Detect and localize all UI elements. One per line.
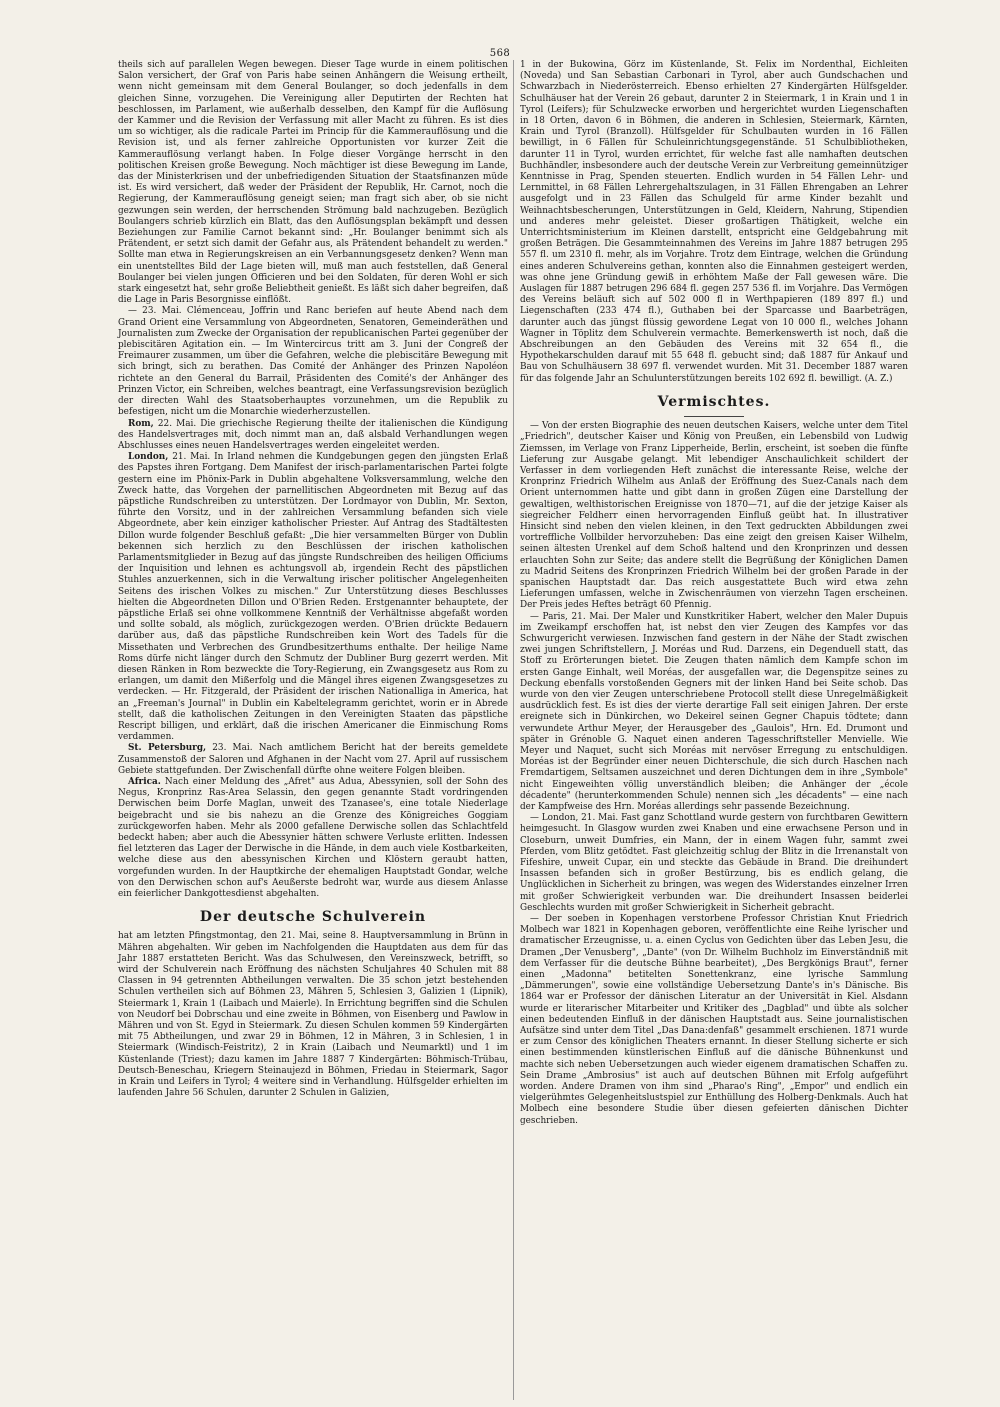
dateline: St. Petersburg,	[128, 743, 207, 754]
article-text: Nach einer Meldung des „Afret" aus Adua, Abessynien, soll der Sohn des Negus, Kronprinz Ras-Area Selassin, den gegen genannte Stadt vordringenden Derwischen beim Dorfe Maglan, unweit des Tzanasee's, eine totale Niederlage beigebracht und sie bis nahezu an die Grenze des Königreiches Goggiam zurückgeworfen haben. Mehr als 2000 gefallene Derwische sollen das Schlachtfeld bedeckt haben; aber auch die Abessynier hätten schwere Verluste erlitten. Indessen fiel letzteren das Lager der Derwische in die Hände, in dem auch viele Kostbarkeiten, welche diese aus den abessynischen Kirchen und Klöstern geraubt hatten, vorgefunden wurden. In der Hauptkirche der ehemaligen Hauptstadt Gondar, welche von den Derwischen schon auf's Aeußerste bedroht war, wurde aus diesem Anlasse ein feierlicher Dankgottesdienst abgehalten.	[118, 777, 508, 900]
article-paragraph: — Von der ersten Biographie des neuen deutschen Kaisers, welche unter dem Titel „Friedrich", deutscher Kaiser und König von Preußen, ein Lebensbild von Ludwig Ziemssen, im Verlage von Franz Lipperheide, Berlin, erscheint, ist soeben die fünfte Lieferung zur Ausgabe gelangt. Mit lebendiger Anschaulichkeit schildert der Verfasser in dem vorliegenden Heft zunächst die interessante Reise, welche der Kronprinz Friedrich Wilhelm aus Anlaß der Eröffnung des Suez-Canals nach dem Orient unternommen hatte und gibt dann in großen Zügen eine Darstellung der gewaltigen, welthistorischen Ereignisse von 1870—71, auf die der jetzige Kaiser als siegreicher Feldherr einen hervorragenden Einfluß geübt hat. In illustrativer Hinsicht sind neben den vielen kleinen, in den Text gedruckten Abbildungen zwei vortreffliche Vollbilder hervorzuheben: Das eine zeigt den greisen Kaiser Wilhelm, seinen ältesten Urenkel auf dem Schoß haltend und den Kronprinzen und dessen erlauchten Sohn zur Seite; das andere stellt die Begrüßung der Königlichen Damen zu Madrid Seitens des Kronprinzen Friedrich Wilhelm bei der großen Parade in der spanischen Hauptstadt dar. Das reich ausgestattete Buch wird etwa zehn Lieferungen umfassen, welche in Zwischenräumen von vierzehn Tagen erscheinen. Der Preis jedes Heftes beträgt 60 Pfennig.	[520, 421, 908, 611]
left-column	[118, 60, 508, 1099]
dateline: Africa.	[128, 777, 161, 787]
section-heading: Vermischtes.	[657, 393, 771, 410]
dateline-paragraph	[118, 419, 508, 453]
article-paragraph: hat am letzten Pfingstmontag, den 21. Mai, seine 8. Hauptversammlung in Brünn in Mähren abgehalten. Wir geben im Nachfolgenden die Hauptdaten aus dem für das Jahr 1887 erstatteten Bericht. Was das Schulwesen, den Vereinszweck, betrifft, so wird der Schulverein nach Eröffnung des nächsten Schuljahres 40 Schulen mit 88 Classen in 94 getrennten Abtheilungen verwalten. Die 35 schon jetzt bestehenden Schulen vertheilen sich auf Böhmen 23, Mähren 5, Schlesien 3, Galizien 1 (Lipnik), Steiermark 1, Krain 1 (Laibach und Maierle). In Errichtung begriffen sind die Schulen von Neudorf bei Dobrschau und eine zweite in Böhmen, von Eisenberg und Pawlow in Mähren und von St. Egyd in Steiermark. Zu diesen Schulen kommen 59 Kindergärten mit 75 Abtheilungen, und zwar 29 in Böhmen, 12 in Mähren, 3 in Schlesien, 1 in Steiermark (Windisch-Feistritz), 2 in Krain (Laibach und Neumarktl) und 1 im Küstenlande (Triest); dazu kamen im Jahre 1887 7 Kindergärten: Böhmisch-Trübau, Deutsch-Beneschau, Kriegern Steinaujezd in Böhmen, Friedau in Steiermark, Sagor in Krain und Leifers in Tyrol; 4 weitere sind in Verhandlung. Hülfsgelder erhielten im laufenden Jahre 56 Schulen, darunter 2 Schulen in Galizien,	[118, 931, 508, 1099]
article-paragraph: — Der soeben in Kopenhagen verstorbene Professor Christian Knut Friedrich Molbech war 1821 in Kopenhagen geboren, veröffentlichte eine Reihe lyrischer und dramatischer Erzeugnisse, u. a. einen Cyclus von Gedichten über das Leben Jesu, die Dramen „Der Venusberg", „Dante" (von Dr. Wilhelm Buchholz im Einverständniß mit dem Verfasser für die deutsche Bühne bearbeitet), „Des Bergkönigs Braut", ferner einen „Madonna" betitelten Sonettenkranz, eine lyrische Sammlung „Dämmerungen", sowie eine vollständige Uebersetzung Dante's in's Dänische. Bis 1864 war er Professor der dänischen Literatur an der Universität in Kiel. Alsdann wurde er literarischer Mitarbeiter und Kritiker des „Dagblad" und übte als solcher einen bedeutenden Einfluß in der dänischen Hauptstadt aus. Seine journalistischen Aufsätze sind unter dem Titel „Das Dana:denfaß" gesammelt erschienen. 1871 wurde er zum Censor des königlichen Theaters ernannt. In dieser Stellung sicherte er sich einen bestimmenden künstlerischen Einfluß auf die dänische Bühnenkunst und machte sich neben Uebersetzungen auch wieder eigenem dramatischen Schaffen zu. Sein Drame „Ambrosius" ist auch auf deutschen Bühnen mit Erfolg aufgeführt worden. Andere Dramen von ihm sind „Pharao's Ring", „Empor" und endlich ein vielgerühmtes Gelegenheitslustspiel zur Enthüllung des Holberg-Denkmals. Auch hat Molbech eine besondere Studie über diesen gefeierten dänischen Dichter geschrieben.	[520, 914, 908, 1126]
article-text: 22. Mai. Die griechische Regierung theilte der italienischen die Kündigung des Handelsvertrages mit, doch nimmt man an, daß alsbald Verhandlungen wegen Abschlusses eines neuen Handelsvertrages werden eingeleitet werden.	[118, 418, 508, 451]
right-column	[520, 60, 908, 1127]
article-paragraph: — London, 21. Mai. Fast ganz Schottland wurde gestern von furchtbaren Gewittern heimgesucht. In Glasgow wurden zwei Knaben und eine erwachsene Person und in Closeburn, unweit Dumfries, ein Mann, der in einem Wagen fuhr, sammt zwei Pferden, vom Blitz getödtet. Fast gleichzeitig schlug der Blitz in die Irrenanstalt von Fifeshire, unweit Cupar, ein und steckte das Gebäude in Brand. Die dreihundert Insassen befanden sich in großer Bestürzung, bis es endlich gelang, die Unglücklichen in Sicherheit zu bringen, was wegen des Widerstandes einzelner Irren mit großer Schwierigkeit verbunden war. Die dreihundert Insassen beiderlei Geschlechts wurden mit großer Schwierigkeit in Sicherheit gebracht.	[520, 813, 908, 913]
heading-rule	[684, 416, 744, 417]
dateline-paragraph	[118, 452, 508, 743]
dateline-paragraph	[118, 777, 508, 900]
dateline-paragraph	[118, 743, 508, 777]
article-paragraph: — 23. Mai. Clémenceau, Joffrin und Ranc beriefen auf heute Abend nach dem Grand Orient eine Versammlung von Abgeordneten, Senatoren, Gemeinderäthen und Journalisten zum Zwecke der Organisation der republicanischen Partei gegenüber der plebiscitären Agitation ein. — Im Wintercircus tritt am 3. Juni der Congreß der Freimaurer zusammen, um über die Gefahren, welche die plebiscitäre Bewegung mit sich bringt, sich zu berathen. Das Comité der Anhänger des Prinzen Napoléon richtete an den General du Barrail, Präsidenten des Comité's der Anhänger des Prinzen Victor, ein Schreiben, welches beantragt, eine Verfassungsrevision bezüglich der directen Wahl des Staatsoberhauptes vorzunehmen, um die Republik zu befestigen, nicht um die Monarchie wiederherzustellen.	[118, 306, 508, 418]
article-paragraph: — Paris, 21. Mai. Der Maler und Kunstkritiker Habert, welcher den Maler Dupuis im Zweikampf erschoffen hat, ist nebst den vier Zeugen des Kampfes vor das Schwurgericht verwiesen. Inzwischen fand gestern in der Nähe der Stadt zwischen zwei jungen Schriftstellern, J. Moréas und Rud. Darzens, ein Degenduell statt, das Stoff zu Erörterungen bietet. Die Zeugen thaten nämlich dem Kampfe schon im ersten Gange Einhalt, weil Moréas, der ausgefallen war, die Degenspitze seines zu Deckung ebenfalls vorstoßenden Gegners mit der linken Hand bei Seite schob. Das wurde von den vier Zeugen unterschriebene Protocoll stellt diese Unregelmäßigkeit ausdrücklich fest. Es ist dies der vierte derartige Fall seit einigen Jahren. Der erste ereignete sich in Dünkirchen, wo Dekeirel seinen Gegner Chapuis tödtete; dann verwundete Arthur Meyer, der Herausgeber des „Gaulois", Hrn. Ed. Drumont und später in Grénoble G. Naquet einen anderen Tagesschriftsteller Menvielle. Wie Meyer und Naquet, sucht sich Moréas mit nervöser Erregung zu entschuldigen. Moréas ist der Begründer einer neuen Dichterschule, die sich durch Haschen nach Fremdartigem, Seltsamen auszeichnet und deren Dichtungen dem in ihre „Symbole" nicht Eingeweihten völlig unverständlich bleiben; die Anhänger der „école décadente" (herunterkommenden Schule) nennen sich „les décadents" — eine nach der Kampfweise des Hrn. Moréas allerdings sehr passende Bezeichnung.	[520, 611, 908, 812]
article-text: 21. Mai. In Irland nehmen die Kundgebungen gegen den jüngsten Erlaß des Papstes ihren Fortgang. Dem Manifest der irisch-parlamentarischen Partei folgte gestern eine im Phönix-Park in Dublin abgehaltene Volksversammlung, welche den Zweck hatte, das Vorgehen der parnellitischen Abgeordneten mit Bezug auf das päpstliche Rundschreiben zu unterstützen. Der Lordmayor von Dublin, Mr. Sexton, führte den Vorsitz, und in der zahlreichen Versammlung befanden sich viele Abgeordnete, aber kein einziger katholischer Priester. Auf Antrag des Stadtältesten Dillon wurde folgender Beschluß gefaßt: „Die hier versammelten Bürger von Dublin bekennen sich herzlich zu den Beschlüssen der irischen katholischen Parlamentsmitglieder in Bezug auf das jüngste Rundschreiben des heiligen Officiums der Inquisition und lehnen es achtungsvoll ab, irgendein Recht des päpstlichen Stuhles anzuerkennen, sich in die Verwaltung irischer politischer Angelegenheiten Seitens des irischen Volkes zu mischen." Zur Unterstützung dieses Beschlusses hielten die Abgeordneten Dillon und O'Brien Reden. Erstgenannter behauptete, der päpstliche Erlaß sei ohne vollkommene Kenntniß der Verhältnisse abgefaßt worden und sollte sobald, als möglich, zurückgezogen werden. O'Brien drückte Bedauern darüber aus, daß das päpstliche Rundschreiben kein Wort des Tadels für die Missethaten und Verbrechen des Grundbesitzerthums enthalte. Der heilige Name Roms dürfe nicht länger durch den Schmutz der Dubliner Burg gezerrt werden. Mit diesen Ränken in Rom bezweckte die Tory-Regierung, ein Zwangsgesetz aus Rom zu erlangen, um damit den Mißerfolg und die Mängel ihres eigenen Zwangsgesetzes zu verdecken. — Hr. Fitzgerald, der Präsident der irischen Nationalliga in America, hat an „Freeman's Journal" in Dublin ein Kabeltelegramm gerichtet, worin er in Abrede stellt, daß die katholischen Zeitungen in den Vereinigten Staaten das päpstliche Rescript billigen, und erklärt, daß die irischen Americaner die Einmischung Roms verdammen.	[118, 452, 508, 743]
section-heading: Der deutsche Schulverein	[199, 909, 427, 926]
dateline: London,	[128, 452, 169, 463]
column-divider	[513, 60, 514, 1400]
article-paragraph: 1 in der Bukowina, Görz im Küstenlande, St. Felix im Nordenthal, Eichleiten (Noveda) und San Sebastian Carbonari in Tyrol, aber auch Gundschachen und Schwarzbach in Niederösterreich. Ebenso erhielten 27 Kindergärten Hülfsgelder. Schulhäuser hat der Verein 26 gebaut, darunter 2 in Steiermark, 1 in Krain und 1 in Tyrol (Leifers); für Schulzwecke erworben und hergerichtet wurden Liegenschaften in 18 Orten, davon 6 in Böhmen, die anderen in Schlesien, Steiermark, Kärnten, Krain und Tyrol (Branzoll). Hülfsgelder für Schulbauten wurden in 16 Fällen bewilligt, in 6 Fällen für Schuleinrichtungsgegenstände. 51 Schulbibliotheken, darunter 11 in Tyrol, wurden errichtet, für welche fast alle namhaften deutschen Buchhändler, insbesondere auch der deutsche Verein zur Verbreitung gemeinnütziger Kenntnisse in Prag, Spenden steuerten. Endlich wurden in 54 Fällen Lehr- und Lernmittel, in 68 Fällen Lehrergehaltszulagen, in 31 Fällen Ehrengaben an Lehrer ausgefolgt und in 23 Fällen das Schulgeld für arme Kinder bezahlt und Weihnachtsbescherungen, Unterstützungen in Geld, Kleidern, Nahrung, Stipendien und anderes mehr geleistet. Dieser großartigen Thätigkeit, welche ein Unterrichtsministerium im Kleinen darstellt, entspricht eine Geldgebahrung mit großen Beträgen. Die Gesammteinnahmen des Vereins im Jahre 1887 betrugen 295 557 fl. um 2310 fl. mehr, als im Vorjahre. Trotz dem Eintrage, welchen die Gründung eines anderen Schulvereins gethan, konnten also die Einnahmen gesteigert werden, was ohne jene Gründung gewiß in erhöhtem Maße der Fall gewesen wäre. Die Auslagen für 1887 betrugen 296 684 fl. gegen 257 536 fl. im Vorjahre. Das Vermögen des Vereins beläuft sich auf 502 000 fl in Werthpapieren (189 897 fl.) und Liegenschaften (233 474 fl.), Guthaben bei der Sparcasse und Baarbeträgen, darunter auch das jüngst flüssig gewordene Legat von 10 000 fl., welches Johann Wagner in Töplitz dem Schulverein vermachte. Bemerkenswerth ist noch, daß die Abschreibungen an den Gebäuden des Vereins mit 32 654 fl., die Hypothekarschulden darauf mit 55 648 fl. gebucht sind; daß 1887 für Ankauf und Bau von Schulhäusern 38 697 fl. verwendet wurden. Mit 31. December 1887 waren für das folgende Jahr an Schulunterstützungen bereits 102 692 fl. bewilligt. (A. Z.)	[520, 60, 908, 384]
page-number: 568	[489, 48, 511, 59]
article-text: 23. Mai. Nach amtlichem Bericht hat der bereits gemeldete Zusammenstoß der Saloren und Afghanen in der Nacht vom 27. April auf russischem Gebiete stattgefunden. Der Zwischenfall dürfte ohne weitere Folgen bleiben.	[118, 743, 508, 776]
dateline: Rom,	[128, 418, 154, 429]
article-paragraph: theils sich auf parallelen Wegen bewegen. Dieser Tage wurde in einem politischen Salon versichert, der Graf von Paris habe seinen Anhängern die Weisung ertheilt, wenn nicht gemeinsam mit dem General Boulanger, so doch jedenfalls in dem gleichen Sinne, vorzugehen. Die Vereinigung aller Deputirten der Rechten hat beschlossen, im Parlament, wie außerhalb desselben, den Kampf für die Auflösung der Kammer und die Revision der Verfassung mit aller Macht zu führen. Es ist dies um so wichtiger, als die radicale Partei im Princip für die Kammerauflösung und die Revision ist, und als ferner zahlreiche Opportunisten vor kurzer Zeit die Kammerauflösung verlangt haben. In Folge dieser Vorgänge herrscht in den politischen Kreisen große Bewegung. Noch mächtiger ist diese Bewegung im Lande, das der Ministerkrisen und der unbefriedigenden Situation der Staatsfinanzen müde ist. Es wird versichert, daß weder der Präsident der Republik, Hr. Carnot, noch die Regierung, der Kammerauflösung geneigt seien; man fragt sich aber, ob sie nicht gezwungen sein werden, der herrschenden Strömung bald nachzugeben. Bezüglich Boulangers schrieb kürzlich ein Blatt, das den Auflösungsplan bekämpft und dessen Beziehungen zur Familie Carnot bekannt sind: „Hr. Boulanger benimmt sich als Prätendent, er setzt sich damit der Gefahr aus, als Prätendent behandelt zu werden." Sollte man etwa in Regierungskreisen an ein Verbannungsgesetz denken? Wenn man ein unentstelltes Bild der Lage bieten will, muß man auch feststellen, daß General Boulanger bei vielen jungen Officieren und bei den Soldaten, für deren Wohl er sich stark eingesetzt hat, sehr große Beliebtheit genießt. Es läßt sich daher begreifen, daß die Lage in Paris Besorgnisse einflößt.	[118, 60, 508, 306]
